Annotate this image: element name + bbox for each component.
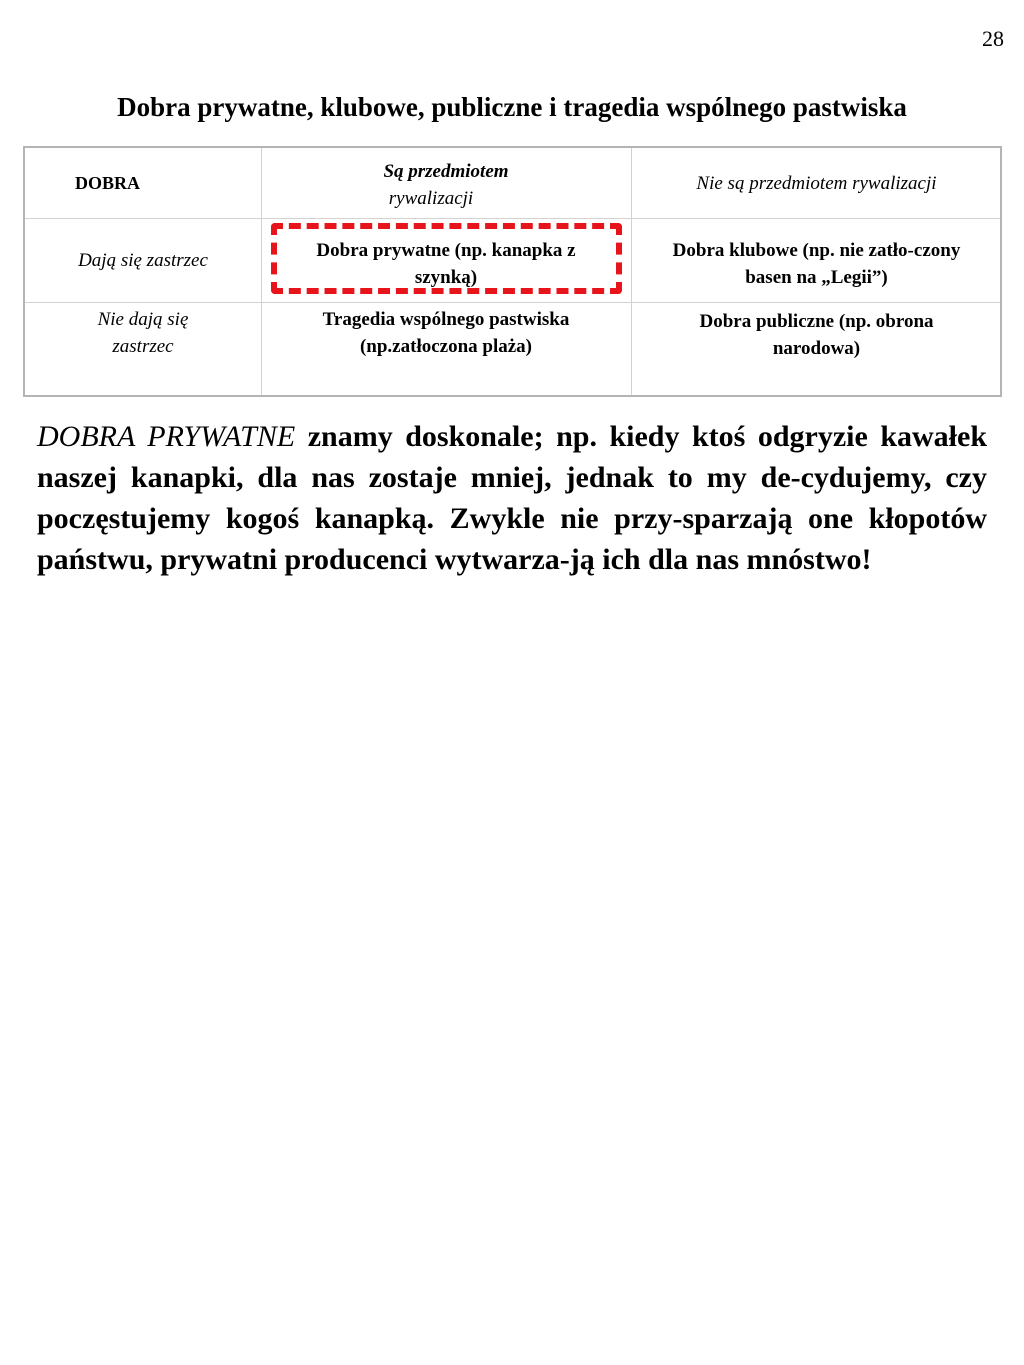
table-corner-label: DOBRA: [75, 172, 141, 193]
cell-public-goods-text: Dobra publiczne (np. obrona narodowa): [699, 311, 934, 359]
column-header-rivalrous-line1: Są przedmiotem: [383, 161, 509, 182]
body-paragraph: [37, 416, 987, 580]
paragraph-lead: DOBRA PRYWATNE: [37, 420, 296, 453]
column-header-rivalrous: [261, 148, 631, 218]
cell-club-goods-text: Dobra klubowe (np. nie zatło-czony basen na „Legii”): [672, 240, 961, 288]
cell-commons-tragedy-text: Tragedia wspólnego pastwiska (np.zatłoczona plaża): [322, 309, 570, 357]
row-header-excludable: Dają się zastrzec: [78, 249, 208, 271]
paragraph-text: znamy doskonale; np. kiedy ktoś odgryzie kawałek naszej kanapki, dla nas zostaje mniej, jednak to my de-cydujemy, czy poczęstujemy kogoś kanapką. Zwykle nie przy-sparzają one kłopotów państwu, prywatni producenci wytwarza-ją ich dla nas mnóstwo!: [37, 420, 988, 576]
page-title: Dobra prywatne, klubowe, publiczne i tragedia wspólnego pastwiska: [117, 92, 907, 122]
highlight-dashed-box: [271, 223, 622, 294]
cell-club-goods: [631, 218, 1002, 302]
cell-private-goods-text: Dobra prywatne (np. kanapka z szynką): [316, 240, 576, 288]
cell-commons-tragedy: [261, 302, 631, 397]
row-header-nonexcludable-text: Nie dają się zastrzec: [97, 309, 189, 357]
row-header-nonexcludable: [25, 302, 261, 397]
column-header-rivalrous-line2: rywalizacji: [388, 188, 474, 209]
page-number: 28: [982, 26, 1004, 51]
column-header-nonrivalrous: Nie są przedmiotem rywalizacji: [696, 172, 937, 194]
cell-public-goods: [631, 302, 1002, 397]
